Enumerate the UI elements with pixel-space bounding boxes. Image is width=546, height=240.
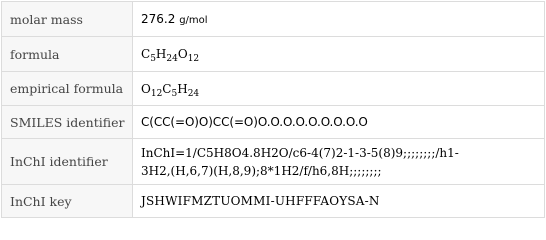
row-inchi-key: [2, 185, 545, 218]
formula-element-h: H: [155, 47, 167, 61]
row-empirical-formula: [2, 72, 545, 106]
molar-mass-label: molar mass: [2, 2, 133, 37]
empirical-formula-label: empirical formula: [2, 72, 133, 106]
empirical-element-o: O: [141, 81, 151, 96]
row-formula: [2, 37, 545, 72]
inchi-value: [133, 139, 545, 185]
formula-count-o: 12: [187, 54, 200, 64]
formula-count-c: 5: [150, 54, 156, 64]
formula-element-c: C: [141, 47, 151, 61]
properties-table: [1, 1, 545, 218]
formula-value: [133, 37, 545, 72]
row-inchi: [2, 139, 545, 185]
inchi-key-value: JSHWIFMZTUOMMI-UHFFFAOYSA-N: [133, 185, 545, 218]
formula-label: formula: [2, 37, 133, 72]
smiles-value: C(CC(=O)O)CC(=O)O.O.O.O.O.O.O.O.O: [133, 106, 545, 139]
smiles-label: SMILES identifier: [2, 106, 133, 139]
empirical-count-c: 5: [171, 88, 178, 99]
empirical-count-h: 24: [187, 88, 200, 99]
empirical-count-o: 12: [150, 88, 163, 99]
formula-element-o: O: [177, 47, 188, 61]
molar-mass-value: 276.2: [141, 12, 176, 26]
molar-mass-value-cell: [133, 2, 545, 37]
inchi-key-label: InChI key: [2, 185, 133, 218]
empirical-element-c: C: [162, 81, 172, 96]
inchi-line-1: InChI=1/C5H8O4.8H2O/c6-4(7)2-1-3-5(8)9;;;;;;;;/h1-: [141, 145, 459, 160]
inchi-line-2: 3H2,(H,6,7)(H,8,9);8*1H2/f/h6,8H;;;;;;;;: [141, 163, 382, 178]
molar-mass-unit: g/mol: [179, 15, 208, 26]
row-molar-mass: [2, 2, 545, 37]
formula-count-h: 24: [166, 54, 178, 64]
row-smiles: [2, 106, 545, 139]
empirical-element-h: H: [177, 81, 188, 96]
empirical-formula-value: [133, 72, 545, 106]
inchi-label: InChI identifier: [2, 139, 133, 185]
